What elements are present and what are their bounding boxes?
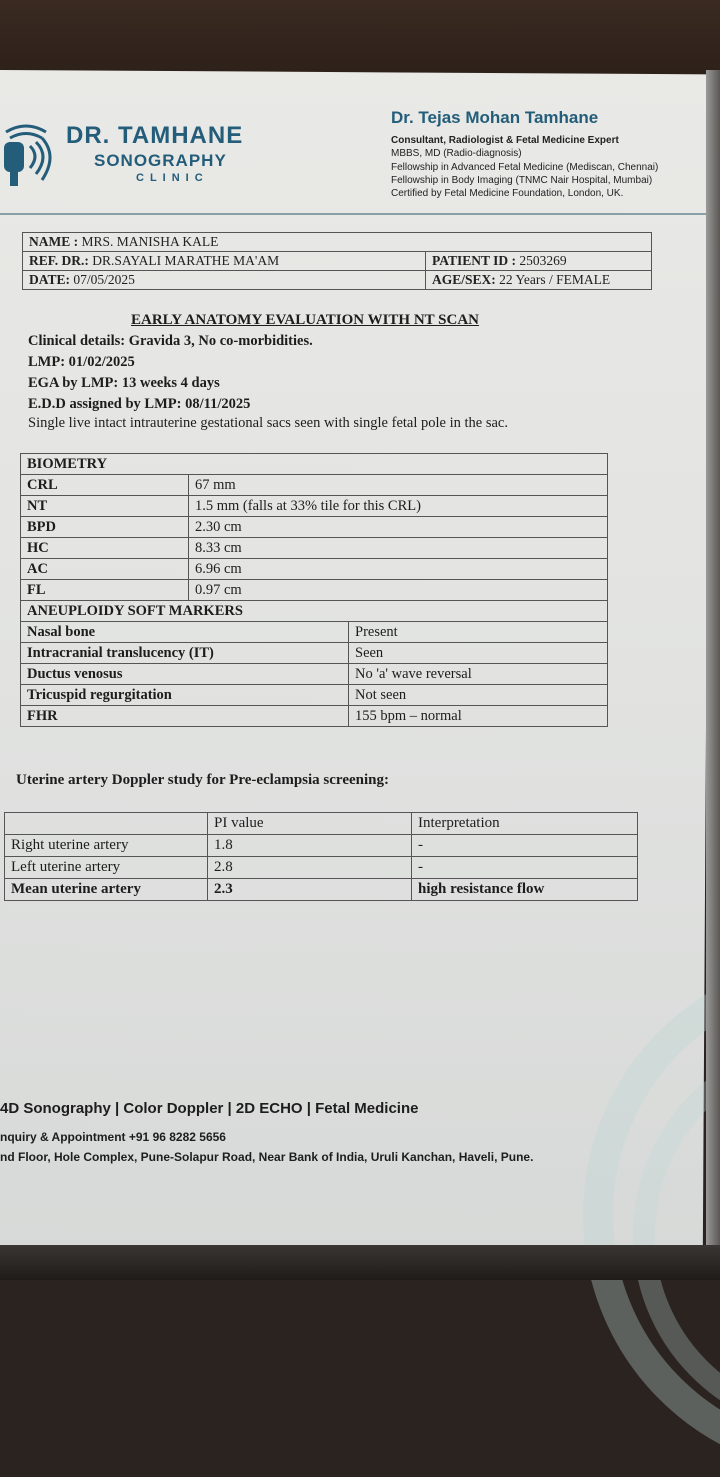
age-sex-label: AGE/SEX: [432, 272, 496, 287]
marker-value: 155 bpm – normal [349, 706, 608, 727]
table-row [21, 538, 608, 559]
doppler-corner [5, 813, 208, 835]
table-row [21, 706, 608, 727]
interpretation: - [412, 857, 638, 879]
marker-key: Ductus venosus [21, 664, 349, 685]
paper-edge [706, 70, 720, 1250]
table-row [21, 454, 608, 475]
table-row [23, 271, 652, 290]
interpretation: - [412, 835, 638, 857]
biometry-key: BPD [21, 517, 189, 538]
ultrasound-probe-icon [0, 118, 52, 188]
pi-value: 2.8 [208, 857, 412, 879]
biometry-value: 2.30 cm [189, 517, 608, 538]
age-sex-cell [426, 271, 652, 290]
table-row [5, 879, 638, 901]
report-title: EARLY ANATOMY EVALUATION WITH NT SCAN [131, 312, 479, 328]
table-row [21, 685, 608, 706]
table-row [21, 475, 608, 496]
biometry-table [20, 453, 608, 727]
marker-key: Intracranial translucency (IT) [21, 643, 349, 664]
biometry-key: NT [21, 496, 189, 517]
ref-doctor: DR.SAYALI MARATHE MA'AM [92, 253, 280, 268]
table-row [21, 601, 608, 622]
marker-key: FHR [21, 706, 349, 727]
table-row [21, 643, 608, 664]
interpretation: high resistance flow [412, 879, 638, 901]
doctor-line: Certified by Fetal Medicine Foundation, London, UK. [391, 188, 624, 200]
edd: E.D.D assigned by LMP: 08/11/2025 [28, 396, 251, 412]
doctor-line: Fellowship in Advanced Fetal Medicine (Mediscan, Chennai) [391, 161, 659, 173]
artery-name: Left uterine artery [5, 857, 208, 879]
patient-id-label: PATIENT ID : [432, 253, 517, 268]
marker-key: Tricuspid regurgitation [21, 685, 349, 706]
biometry-key: AC [21, 559, 189, 580]
background-top [0, 0, 720, 80]
table-row [21, 559, 608, 580]
ref-doctor-cell [23, 252, 426, 271]
table-row [5, 813, 638, 835]
doctor-line: Consultant, Radiologist & Fetal Medicine Expert [391, 135, 619, 146]
marker-value: Not seen [349, 685, 608, 706]
footer-enquiry: nquiry & Appointment +91 96 8282 5656 [0, 1130, 226, 1144]
age-sex: 22 Years / FEMALE [499, 272, 611, 287]
date-label: DATE: [29, 272, 71, 287]
header-divider [0, 213, 706, 215]
marker-value: Present [349, 622, 608, 643]
biometry-key: CRL [21, 475, 189, 496]
biometry-header: BIOMETRY [21, 454, 608, 475]
biometry-key: FL [21, 580, 189, 601]
biometry-value: 1.5 mm (falls at 33% tile for this CRL) [189, 496, 608, 517]
artery-name: Mean uterine artery [5, 879, 208, 901]
biometry-value: 8.33 cm [189, 538, 608, 559]
biometry-value: 67 mm [189, 475, 608, 496]
patient-id-cell [426, 252, 652, 271]
footer-address: nd Floor, Hole Complex, Pune-Solapur Road, Near Bank of India, Uruli Kanchan, Haveli, Pune. [0, 1150, 534, 1164]
clinic-subtitle: SONOGRAPHY [94, 151, 227, 170]
table-row [23, 233, 652, 252]
biometry-key: HC [21, 538, 189, 559]
patient-name: MRS. MANISHA KALE [81, 234, 219, 249]
report-date: 07/05/2025 [73, 272, 135, 287]
table-row [21, 496, 608, 517]
doctor-line: MBBS, MD (Radio-diagnosis) [391, 148, 522, 160]
table-row [21, 580, 608, 601]
footer-services: 4D Sonography | Color Doppler | 2D ECHO | Fetal Medicine [0, 1100, 419, 1117]
doctor-name: Dr. Tejas Mohan Tamhane [391, 108, 599, 127]
doctor-line: Fellowship in Body Imaging (TNMC Nair Hospital, Mumbai) [391, 174, 653, 186]
table-row [5, 857, 638, 879]
doppler-title: Uterine artery Doppler study for Pre-eclampsia screening: [16, 772, 389, 788]
biometry-value: 6.96 cm [189, 559, 608, 580]
table-row [23, 252, 652, 271]
pi-value: 2.3 [208, 879, 412, 901]
clinic-name: DR. TAMHANE [66, 122, 244, 149]
patient-name-cell [23, 233, 652, 252]
patient-details-table [22, 232, 652, 290]
marker-value: No 'a' wave reversal [349, 664, 608, 685]
background-bottom [0, 1245, 720, 1280]
artery-name: Right uterine artery [5, 835, 208, 857]
marker-key: Nasal bone [21, 622, 349, 643]
patient-name-label: NAME : [29, 234, 79, 249]
pi-value: 1.8 [208, 835, 412, 857]
doctor-credentials [391, 108, 701, 200]
clinic-tag: CLINIC [136, 172, 209, 184]
col-interp-header: Interpretation [412, 813, 638, 835]
table-row [5, 835, 638, 857]
finding-text: Single live intact intrauterine gestational sacs seen with single fetal pole in the sac. [28, 415, 508, 431]
col-pi-header: PI value [208, 813, 412, 835]
table-row [21, 622, 608, 643]
ref-doctor-label: REF. DR.: [29, 253, 89, 268]
doppler-table [4, 812, 638, 901]
marker-value: Seen [349, 643, 608, 664]
markers-header: ANEUPLOIDY SOFT MARKERS [21, 601, 608, 622]
patient-id: 2503269 [519, 253, 567, 268]
table-row [21, 517, 608, 538]
ega: EGA by LMP: 13 weeks 4 days [28, 375, 220, 391]
date-cell [23, 271, 426, 290]
clinical-details: Clinical details: Gravida 3, No co-morbidities. [28, 333, 313, 349]
lmp: LMP: 01/02/2025 [28, 354, 135, 370]
biometry-value: 0.97 cm [189, 580, 608, 601]
table-row [21, 664, 608, 685]
